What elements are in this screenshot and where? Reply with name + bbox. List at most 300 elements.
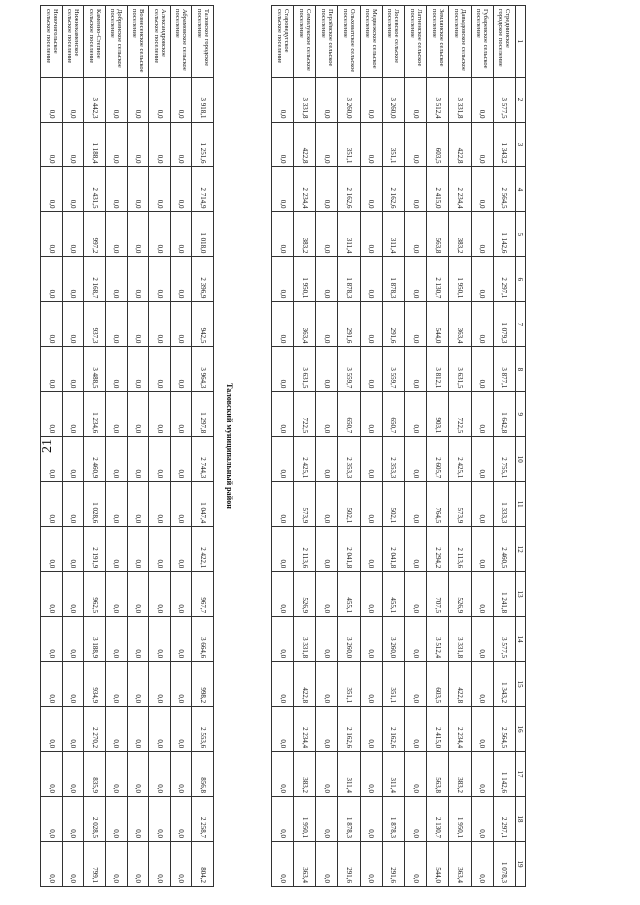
table-row <box>493 6 515 887</box>
value-cell: 573,9 <box>294 482 316 527</box>
value-cell: 0,0 <box>170 347 192 392</box>
value-cell: 0,0 <box>127 752 149 797</box>
value-cell: 0,0 <box>316 797 338 842</box>
value-cell: 707,5 <box>427 572 449 617</box>
value-cell: 3 260,0 <box>382 77 404 122</box>
value-cell: 0,0 <box>41 257 63 302</box>
value-cell: 0,0 <box>360 347 382 392</box>
value-cell: 1 343,2 <box>493 122 515 167</box>
value-cell: 0,0 <box>360 617 382 662</box>
value-cell: 3 331,8 <box>449 617 471 662</box>
value-cell: 0,0 <box>62 392 84 437</box>
value-cell: 0,0 <box>405 302 427 347</box>
value-cell: 1 950,1 <box>294 797 316 842</box>
value-cell: 1 234,6 <box>84 392 106 437</box>
value-cell: 363,4 <box>294 302 316 347</box>
value-cell: 0,0 <box>360 167 382 212</box>
value-cell: 0,0 <box>405 707 427 752</box>
value-cell: 0,0 <box>316 572 338 617</box>
value-cell: 856,8 <box>192 752 214 797</box>
value-cell: 0,0 <box>149 527 171 572</box>
value-cell: 0,0 <box>471 482 493 527</box>
settlement-name: Абрамовское сельское поселение <box>170 6 192 78</box>
value-cell: 0,0 <box>41 662 63 707</box>
value-cell: 0,0 <box>271 482 293 527</box>
value-cell: 0,0 <box>41 212 63 257</box>
value-cell: 3 918,1 <box>192 77 214 122</box>
value-cell: 0,0 <box>62 257 84 302</box>
value-cell: 937,3 <box>84 302 106 347</box>
column-header: 8 <box>516 347 526 392</box>
value-cell: 804,2 <box>192 842 214 887</box>
value-cell: 0,0 <box>360 572 382 617</box>
value-cell: 1 188,4 <box>84 122 106 167</box>
value-cell: 0,0 <box>471 167 493 212</box>
value-cell: 1 950,1 <box>449 257 471 302</box>
value-cell: 0,0 <box>106 527 128 572</box>
value-cell: 0,0 <box>106 572 128 617</box>
value-cell: 0,0 <box>41 167 63 212</box>
value-cell: 3 559,7 <box>382 347 404 392</box>
value-cell: 650,7 <box>382 392 404 437</box>
value-cell: 3 512,4 <box>427 77 449 122</box>
value-cell: 2 191,9 <box>84 527 106 572</box>
value-cell: 0,0 <box>170 302 192 347</box>
value-cell: 0,0 <box>271 527 293 572</box>
value-cell: 0,0 <box>360 392 382 437</box>
value-cell: 0,0 <box>405 482 427 527</box>
value-cell: 383,2 <box>449 752 471 797</box>
table-row <box>84 6 106 887</box>
value-cell: 544,0 <box>427 302 449 347</box>
value-cell: 0,0 <box>127 437 149 482</box>
value-cell: 967,7 <box>192 572 214 617</box>
value-cell: 1 079,3 <box>493 302 515 347</box>
value-cell: 0,0 <box>360 482 382 527</box>
value-cell: 0,0 <box>127 257 149 302</box>
table-row <box>449 6 471 887</box>
value-cell: 2 564,5 <box>493 707 515 752</box>
value-cell: 0,0 <box>149 347 171 392</box>
value-cell: 2 130,7 <box>427 257 449 302</box>
value-cell: 962,5 <box>84 572 106 617</box>
value-cell: 1 642,8 <box>493 392 515 437</box>
table-row <box>192 6 214 887</box>
value-cell: 526,9 <box>449 572 471 617</box>
value-cell: 0,0 <box>471 392 493 437</box>
value-cell: 2 258,7 <box>192 797 214 842</box>
value-cell: 0,0 <box>471 617 493 662</box>
value-cell: 0,0 <box>316 302 338 347</box>
value-cell: 0,0 <box>471 347 493 392</box>
value-cell: 3 331,8 <box>449 77 471 122</box>
value-cell: 455,1 <box>382 572 404 617</box>
column-header: 1 <box>516 6 526 78</box>
value-cell: 0,0 <box>170 212 192 257</box>
value-cell: 0,0 <box>62 572 84 617</box>
table-row <box>294 6 316 887</box>
value-cell: 1 950,1 <box>294 257 316 302</box>
value-cell: 0,0 <box>41 752 63 797</box>
value-cell: 2 168,7 <box>84 257 106 302</box>
value-cell: 2 113,6 <box>449 527 471 572</box>
value-cell: 0,0 <box>271 752 293 797</box>
table-row <box>382 6 404 887</box>
value-cell: 722,5 <box>449 392 471 437</box>
value-cell: 0,0 <box>149 122 171 167</box>
value-cell: 2 353,3 <box>382 437 404 482</box>
column-header: 11 <box>516 482 526 527</box>
value-cell: 0,0 <box>316 257 338 302</box>
value-cell: 2 234,4 <box>294 707 316 752</box>
value-cell: 603,5 <box>427 662 449 707</box>
settlement-name: Перлёвское сельское поселение <box>316 6 338 78</box>
settlement-name: Губаревское сельское поселение <box>471 6 493 78</box>
value-cell: 0,0 <box>316 392 338 437</box>
value-cell: 0,0 <box>316 122 338 167</box>
value-cell: 0,0 <box>471 662 493 707</box>
settlement-name: Землянское сельское поселение <box>427 6 449 78</box>
value-cell: 0,0 <box>127 347 149 392</box>
value-cell: 0,0 <box>405 437 427 482</box>
value-cell: 2 294,2 <box>427 527 449 572</box>
value-cell: 0,0 <box>127 302 149 347</box>
value-cell: 0,0 <box>149 437 171 482</box>
value-cell: 3 631,5 <box>449 347 471 392</box>
value-cell: 0,0 <box>41 572 63 617</box>
table-row <box>62 6 84 887</box>
header-row <box>516 6 526 887</box>
value-cell: 0,0 <box>360 122 382 167</box>
value-cell: 3 260,0 <box>338 617 360 662</box>
value-cell: 0,0 <box>316 752 338 797</box>
value-cell: 1 241,8 <box>493 572 515 617</box>
value-cell: 0,0 <box>405 572 427 617</box>
column-header: 9 <box>516 392 526 437</box>
settlement-name: Семилукское сельское поселение <box>294 6 316 78</box>
value-cell: 351,1 <box>338 662 360 707</box>
value-cell: 3 442,3 <box>84 77 106 122</box>
settlement-name: Стреднинское городское поселение <box>493 6 515 78</box>
value-cell: 0,0 <box>149 392 171 437</box>
value-cell: 0,0 <box>127 482 149 527</box>
value-cell: 2 415,0 <box>427 707 449 752</box>
value-cell: 2 041,8 <box>382 527 404 572</box>
value-cell: 544,0 <box>427 842 449 887</box>
value-cell: 0,0 <box>271 572 293 617</box>
table-row <box>360 6 382 887</box>
value-cell: 1 878,3 <box>338 797 360 842</box>
value-cell: 0,0 <box>106 77 128 122</box>
value-cell: 0,0 <box>127 527 149 572</box>
value-cell: 0,0 <box>360 752 382 797</box>
value-cell: 799,1 <box>84 842 106 887</box>
value-cell: 0,0 <box>405 527 427 572</box>
value-cell: 0,0 <box>271 662 293 707</box>
value-cell: 0,0 <box>170 752 192 797</box>
table-row <box>41 6 63 887</box>
value-cell: 0,0 <box>127 797 149 842</box>
value-cell: 0,0 <box>149 617 171 662</box>
value-cell: 0,0 <box>170 707 192 752</box>
value-cell: 2 744,3 <box>192 437 214 482</box>
value-cell: 0,0 <box>316 707 338 752</box>
value-cell: 2 605,7 <box>427 437 449 482</box>
value-cell: 0,0 <box>41 122 63 167</box>
value-cell: 0,0 <box>149 77 171 122</box>
value-cell: 3 964,3 <box>192 347 214 392</box>
value-cell: 0,0 <box>271 257 293 302</box>
settlement-name: Новочигольское сельское поселение <box>41 6 63 78</box>
value-cell: 0,0 <box>271 797 293 842</box>
value-cell: 0,0 <box>316 347 338 392</box>
value-cell: 3 877,1 <box>493 347 515 392</box>
value-cell: 0,0 <box>149 212 171 257</box>
value-cell: 0,0 <box>170 392 192 437</box>
value-cell: 0,0 <box>106 797 128 842</box>
settlement-name: Латненское сельское поселение <box>405 6 427 78</box>
value-cell: 1 343,2 <box>493 662 515 707</box>
value-cell: 291,6 <box>338 302 360 347</box>
value-cell: 3 260,0 <box>338 77 360 122</box>
value-cell: 3 488,5 <box>84 347 106 392</box>
settlement-name: Медвежское сельское поселение <box>360 6 382 78</box>
value-cell: 2 553,6 <box>192 707 214 752</box>
value-cell: 722,5 <box>294 392 316 437</box>
value-cell: 0,0 <box>471 797 493 842</box>
value-cell: 0,0 <box>149 257 171 302</box>
value-cell: 351,1 <box>382 662 404 707</box>
value-cell: 0,0 <box>271 212 293 257</box>
value-cell: 0,0 <box>405 77 427 122</box>
value-cell: 0,0 <box>41 347 63 392</box>
value-cell: 0,0 <box>360 707 382 752</box>
settlement-name: Каменно-Степное сельское поселение <box>84 6 106 78</box>
value-cell: 291,6 <box>338 842 360 887</box>
value-cell: 0,0 <box>170 572 192 617</box>
value-cell: 363,4 <box>294 842 316 887</box>
value-cell: 0,0 <box>41 437 63 482</box>
value-cell: 2 297,1 <box>493 797 515 842</box>
value-cell: 351,1 <box>338 122 360 167</box>
value-cell: 2 234,4 <box>449 707 471 752</box>
value-cell: 0,0 <box>170 617 192 662</box>
table-row <box>106 6 128 887</box>
value-cell: 2 415,0 <box>427 167 449 212</box>
table-row <box>271 6 293 887</box>
value-cell: 2 041,8 <box>338 527 360 572</box>
value-cell: 0,0 <box>62 707 84 752</box>
table-row <box>405 6 427 887</box>
value-cell: 997,2 <box>84 212 106 257</box>
value-cell: 3 331,8 <box>294 77 316 122</box>
value-cell: 2 431,5 <box>84 167 106 212</box>
value-cell: 0,0 <box>405 797 427 842</box>
value-cell: 2 425,1 <box>449 437 471 482</box>
value-cell: 1 950,1 <box>449 797 471 842</box>
value-cell: 383,2 <box>294 212 316 257</box>
value-cell: 3 577,5 <box>493 77 515 122</box>
value-cell: 0,0 <box>62 482 84 527</box>
value-cell: 2 162,6 <box>382 167 404 212</box>
value-cell: 934,9 <box>84 662 106 707</box>
column-header: 15 <box>516 662 526 707</box>
value-cell: 0,0 <box>471 122 493 167</box>
value-cell: 1 078,3 <box>493 842 515 887</box>
value-cell: 0,0 <box>360 527 382 572</box>
value-cell: 0,0 <box>106 842 128 887</box>
value-cell: 0,0 <box>405 617 427 662</box>
value-cell: 2 353,3 <box>338 437 360 482</box>
value-cell: 2 130,7 <box>427 797 449 842</box>
value-cell: 0,0 <box>170 77 192 122</box>
value-cell: 0,0 <box>62 347 84 392</box>
column-header: 7 <box>516 302 526 347</box>
value-cell: 0,0 <box>62 167 84 212</box>
value-cell: 0,0 <box>41 302 63 347</box>
column-header: 16 <box>516 707 526 752</box>
value-cell: 2 028,5 <box>84 797 106 842</box>
column-header: 13 <box>516 572 526 617</box>
value-cell: 383,2 <box>294 752 316 797</box>
value-cell: 2 714,9 <box>192 167 214 212</box>
value-cell: 0,0 <box>271 347 293 392</box>
value-cell: 0,0 <box>106 752 128 797</box>
value-cell: 1 297,8 <box>192 392 214 437</box>
value-cell: 0,0 <box>41 707 63 752</box>
value-cell: 0,0 <box>170 257 192 302</box>
value-cell: 0,0 <box>316 77 338 122</box>
settlement-name: Нижнекаменское сельское поселение <box>62 6 84 78</box>
value-cell: 0,0 <box>316 212 338 257</box>
value-cell: 0,0 <box>106 662 128 707</box>
value-cell: 764,5 <box>427 482 449 527</box>
value-cell: 502,1 <box>338 482 360 527</box>
value-cell: 0,0 <box>149 302 171 347</box>
value-cell: 1 251,6 <box>192 122 214 167</box>
column-header: 14 <box>516 617 526 662</box>
value-cell: 0,0 <box>149 797 171 842</box>
value-cell: 0,0 <box>41 527 63 572</box>
value-cell: 0,0 <box>405 122 427 167</box>
settlement-name: Таловское городское поселение <box>192 6 214 78</box>
value-cell: 0,0 <box>360 302 382 347</box>
value-cell: 0,0 <box>471 77 493 122</box>
value-cell: 0,0 <box>271 437 293 482</box>
page-number: 21 <box>40 439 55 453</box>
value-cell: 0,0 <box>316 527 338 572</box>
value-cell: 0,0 <box>360 77 382 122</box>
table-row <box>170 6 192 887</box>
value-cell: 0,0 <box>106 707 128 752</box>
value-cell: 0,0 <box>471 437 493 482</box>
value-cell: 0,0 <box>471 257 493 302</box>
value-cell: 998,2 <box>192 662 214 707</box>
value-cell: 0,0 <box>62 122 84 167</box>
value-cell: 0,0 <box>41 617 63 662</box>
value-cell: 0,0 <box>360 437 382 482</box>
value-cell: 0,0 <box>405 212 427 257</box>
value-cell: 0,0 <box>149 842 171 887</box>
value-cell: 363,4 <box>449 842 471 887</box>
value-cell: 0,0 <box>316 482 338 527</box>
value-cell: 3 188,9 <box>84 617 106 662</box>
value-cell: 0,0 <box>62 437 84 482</box>
value-cell: 0,0 <box>170 437 192 482</box>
value-cell: 502,1 <box>382 482 404 527</box>
value-cell: 650,7 <box>338 392 360 437</box>
value-cell: 0,0 <box>127 572 149 617</box>
top-data-table <box>271 5 526 887</box>
value-cell: 0,0 <box>316 617 338 662</box>
value-cell: 2 270,2 <box>84 707 106 752</box>
value-cell: 311,4 <box>382 752 404 797</box>
value-cell: 0,0 <box>360 797 382 842</box>
settlement-name: Ольховатское сельское поселение <box>338 6 360 78</box>
table-row <box>471 6 493 887</box>
value-cell: 903,1 <box>427 392 449 437</box>
table-row <box>338 6 360 887</box>
value-cell: 3 331,8 <box>294 617 316 662</box>
value-cell: 0,0 <box>471 752 493 797</box>
value-cell: 0,0 <box>106 482 128 527</box>
value-cell: 1 018,0 <box>192 212 214 257</box>
value-cell: 0,0 <box>170 482 192 527</box>
value-cell: 0,0 <box>360 842 382 887</box>
value-cell: 383,2 <box>449 212 471 257</box>
value-cell: 0,0 <box>405 662 427 707</box>
value-cell: 2 755,1 <box>493 437 515 482</box>
district-title: Таловский муниципальный район <box>225 383 234 509</box>
value-cell: 0,0 <box>62 662 84 707</box>
value-cell: 0,0 <box>62 302 84 347</box>
value-cell: 835,9 <box>84 752 106 797</box>
value-cell: 0,0 <box>405 347 427 392</box>
column-header: 2 <box>516 77 526 122</box>
settlement-name: Староведугское сельское поселение <box>271 6 293 78</box>
value-cell: 0,0 <box>271 617 293 662</box>
value-cell: 363,4 <box>449 302 471 347</box>
value-cell: 0,0 <box>405 167 427 212</box>
value-cell: 1 878,3 <box>382 797 404 842</box>
value-cell: 0,0 <box>127 842 149 887</box>
value-cell: 0,0 <box>471 572 493 617</box>
value-cell: 0,0 <box>106 167 128 212</box>
value-cell: 0,0 <box>106 122 128 167</box>
value-cell: 942,5 <box>192 302 214 347</box>
value-cell: 0,0 <box>106 437 128 482</box>
value-cell: 311,4 <box>382 212 404 257</box>
value-cell: 2 425,1 <box>294 437 316 482</box>
table-row <box>316 6 338 887</box>
column-header: 12 <box>516 527 526 572</box>
value-cell: 0,0 <box>41 842 63 887</box>
value-cell: 0,0 <box>271 842 293 887</box>
value-cell: 0,0 <box>62 212 84 257</box>
value-cell: 2 564,5 <box>493 167 515 212</box>
value-cell: 3 631,5 <box>294 347 316 392</box>
value-cell: 0,0 <box>127 392 149 437</box>
table-row <box>127 6 149 887</box>
value-cell: 2 460,9 <box>84 437 106 482</box>
value-cell: 1 333,3 <box>493 482 515 527</box>
value-cell: 0,0 <box>271 122 293 167</box>
value-cell: 0,0 <box>62 797 84 842</box>
value-cell: 0,0 <box>471 527 493 572</box>
value-cell: 0,0 <box>405 752 427 797</box>
value-cell: 563,8 <box>427 752 449 797</box>
column-header: 3 <box>516 122 526 167</box>
